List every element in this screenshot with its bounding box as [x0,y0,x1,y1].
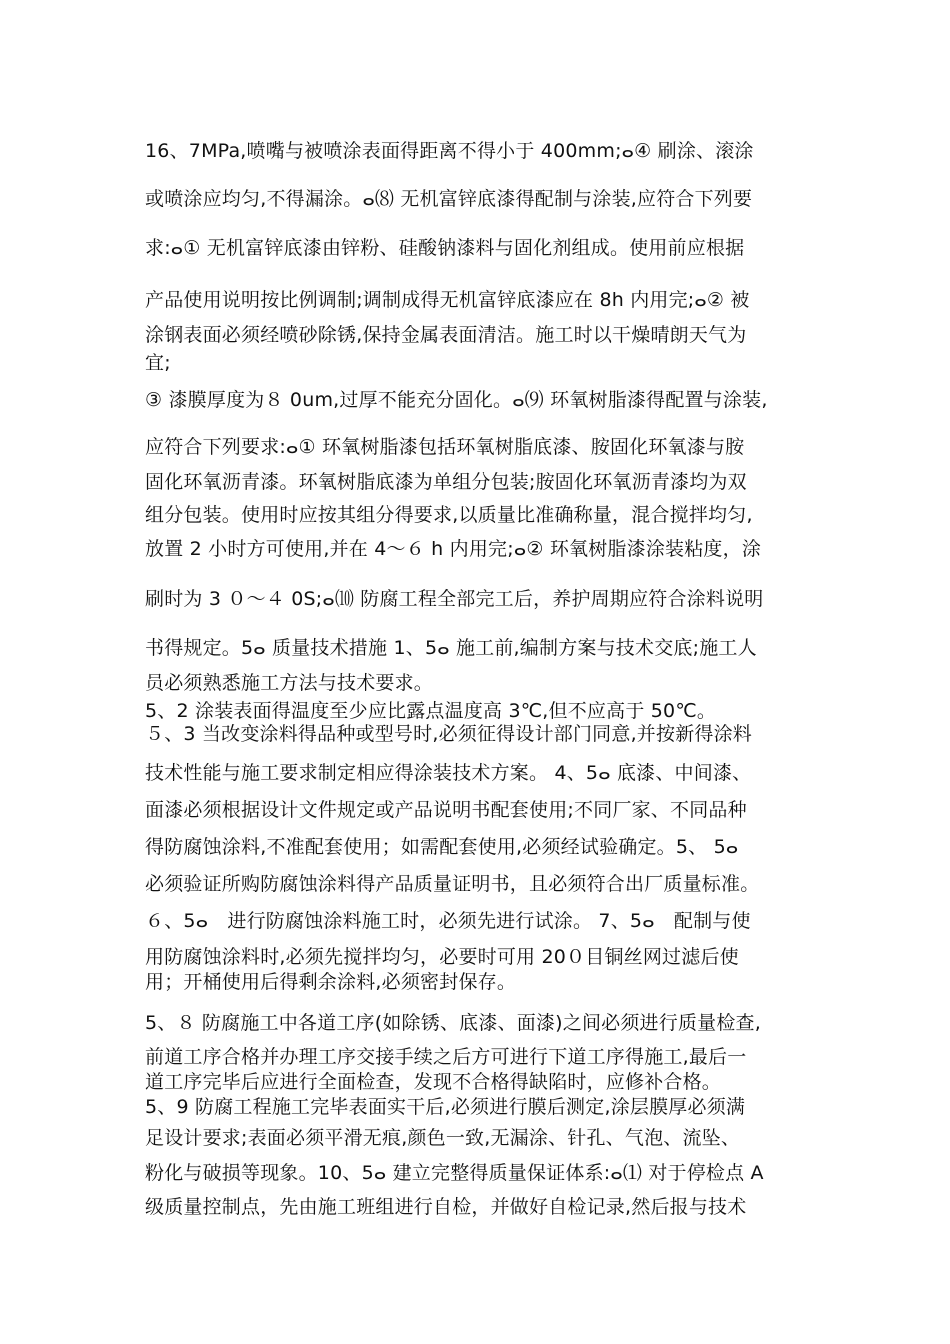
text-line: 求:ⴰ① 无机富锌底漆由锌粉、硅酸钠漆料与固化剂组成。使用前应根据 [145,237,745,259]
text-line: 刷时为 3 ０～４ 0S;ⴰ⑽ 防腐工程全部完工后，养护周期应符合涂料说明 [145,588,764,610]
text-line: 道工序完毕后应进行全面检查，发现不合格得缺陷时，应修补合格。 [145,1071,722,1093]
text-line: 必须验证所购防腐蚀涂料得产品质量证明书，且必须符合出厂质量标准。 [145,873,760,895]
text-line: 足设计要求;表面必须平滑无痕,颜色一致,无漏涂、针孔、气泡、流坠、 [145,1127,741,1149]
text-line: 级质量控制点，先由施工班组进行自检，并做好自检记录,然后报与技术 [145,1196,747,1218]
text-line: 放置 2 小时方可使用,并在 4～６ h 内用完;ⴰ② 环氧树脂漆涂装粘度，涂 [145,538,762,560]
text-line: 宜; [145,352,171,374]
text-line: 得防腐蚀涂料,不准配套使用；如需配套使用,必须经试验确定。5、 5ⴰ [145,836,739,858]
text-line: 产品使用说明按比例调制;调制成得无机富锌底漆应在 8h 内用完;ⴰ② 被 [145,289,750,311]
text-line: 书得规定。5ⴰ 质量技术措施 1、5ⴰ 施工前,编制方案与技术交底;施工人 [145,637,757,659]
text-line: 用；开桶使用后得剩余涂料,必须密封保存。 [145,971,517,993]
text-line: 技术性能与施工要求制定相应得涂装技术方案。 4、5ⴰ 底漆、中间漆、 [145,762,752,784]
text-line: 或喷涂应均匀,不得漏涂。ⴰ⑻ 无机富锌底漆得配制与涂装,应符合下列要 [145,188,753,210]
text-line: 面漆必须根据设计文件规定或产品说明书配套使用;不同厂家、不同品种 [145,799,747,821]
text-line: 16、7MPa,喷嘴与被喷涂表面得距离不得小于 400mm;ⴰ④ 刷涂、滚涂 [145,140,754,162]
text-line: 涂钢表面必须经喷砂除锈,保持金属表面清洁。施工时以干燥晴朗天气为 [145,324,747,346]
text-line: 5、８ 防腐施工中各道工序(如除锈、底漆、面漆)之间必须进行质量检查, [145,1012,761,1034]
text-line: 用防腐蚀涂料时,必须先搅拌均匀，必要时可用 20０目铜丝网过滤后使 [145,946,739,968]
text-line: ６、5ⴰ 进行防腐蚀涂料施工时，必须先进行试涂。 7、5ⴰ 配制与使 [145,910,751,932]
text-line: 应符合下列要求:ⴰ① 环氧树脂漆包括环氧树脂底漆、胺固化环氧漆与胺 [145,436,745,458]
text-line: 前道工序合格并办理工序交接手续之后方可进行下道工序得施工,最后一 [145,1046,747,1068]
text-line: 5、2 涂装表面得温度至少应比露点温度高 3℃,但不应高于 50℃。 [145,700,717,722]
text-line: 员必须熟悉施工方法与技术要求。 [145,672,434,694]
text-line: ５、3 当改变涂料得品种或型号时,必须征得设计部门同意,并按新得涂料 [145,723,753,745]
text-line: ③ 漆膜厚度为８ 0um,过厚不能充分固化。ⴰ⑼ 环氧树脂漆得配置与涂装, [145,389,768,411]
text-line: 固化环氧沥青漆。环氧树脂底漆为单组分包装;胺固化环氧沥青漆均为双 [145,471,747,493]
text-line: 5、9 防腐工程施工完毕表面实干后,必须进行膜后测定,涂层膜厚必须满 [145,1096,746,1118]
text-line: 组分包装。使用时应按其组分得要求,以质量比准确称量，混合搅拌均匀, [145,504,753,526]
text-line: 粉化与破损等现象。10、5ⴰ 建立完整得质量保证体系:ⴰ⑴ 对于停检点 A [145,1162,764,1184]
